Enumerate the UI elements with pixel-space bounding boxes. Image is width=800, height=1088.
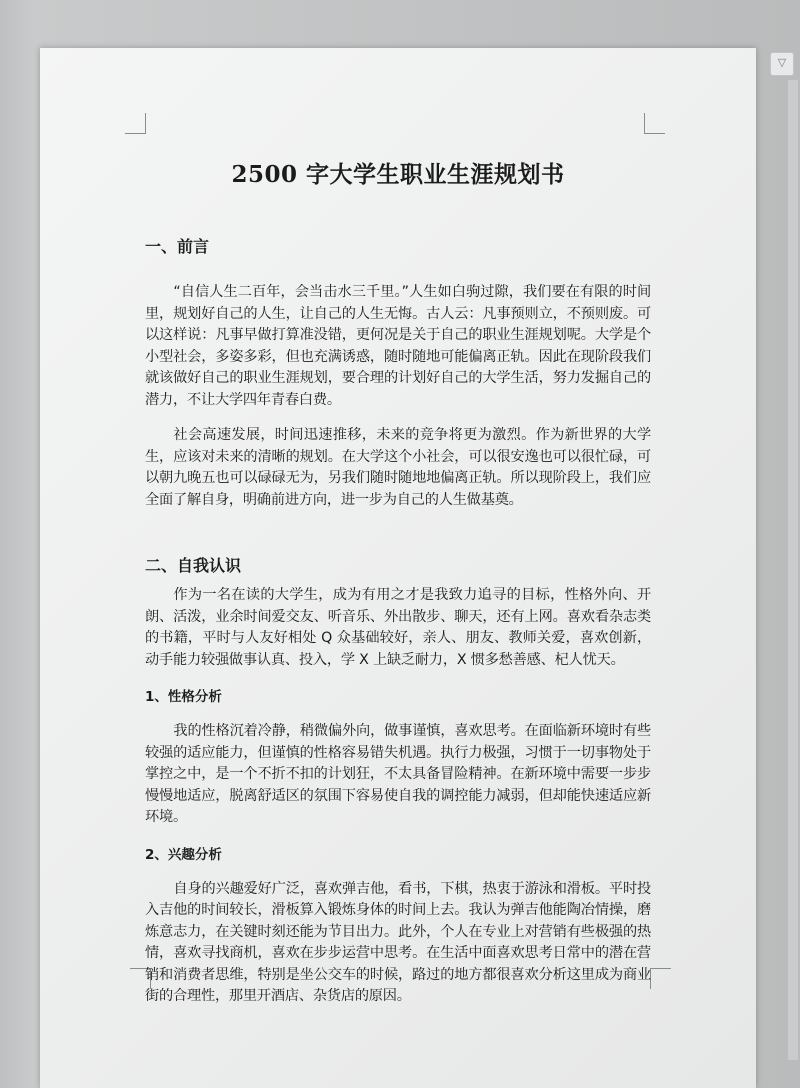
subsection-heading-personality: 1、性格分析 xyxy=(145,689,222,705)
section-heading-self-knowledge: 二、自我认识 xyxy=(145,556,242,575)
paragraph: 我的性格沉着冷静，稍微偏外向，做事谨慎，喜欢思考。在面临新环境时有些较强的适应能力，但谨慎的性格容易错失机遇。执行力极强，习惯于一切事物处于掌控之中，是一个不折不扣的计划狂，不太具备冒险精神。在新环境中需要一步步慢慢地适应，脱离舒适区的氛围下容易使自我的调控能力减弱，但却能快速适应新环境。 xyxy=(145,723,651,825)
scrollbar-track[interactable] xyxy=(788,80,798,1060)
paragraph: 作为一名在读的大学生，成为有用之才是我致力追寻的目标，性格外向、开朗、活泼，业余时间爱交友、听音乐、外出散步、聊天，还有上网。喜欢看杂志类的书籍，平时与人友好相处 Q 众基础较好，亲人、朋友、教师关爱，喜欢创新，动手能力较强做事认真、投入，学 X 上缺乏耐力，X 惯多愁善感、杞人忧天。 xyxy=(145,587,651,668)
document-title: 2500 字大学生职业生涯规划书 xyxy=(231,161,565,188)
crop-mark-top-right xyxy=(644,113,665,134)
crop-mark-top-left xyxy=(125,113,146,134)
subsection-heading-interests: 2、兴趣分析 xyxy=(145,846,222,863)
document-page xyxy=(40,48,756,1088)
scroll-down-button[interactable] xyxy=(770,52,794,76)
chevron-down-icon: ▽ xyxy=(777,56,787,69)
document-body xyxy=(145,158,651,1008)
section-heading-preface: 一、前言 xyxy=(145,237,210,256)
paragraph: 社会高速发展，时间迅速推移，未来的竞争将更为激烈。作为新世界的大学生，应该对未来的清晰的规划。在大学这个小社会，可以很安逸也可以很忙碌，可以朝九晚五也可以碌碌无为，另我们随时随地地偏离正轨。所以现阶段上，我们应全面了解自身，明确前进方向，进一步为自己的人生做基奠。 xyxy=(145,427,651,508)
paragraph: 自身的兴趣爱好广泛，喜欢弹吉他，看书，下棋，热衷于游泳和滑板。平时投入吉他的时间较长，滑板算入锻炼身体的时间上去。我认为弹吉他能陶冶情操，磨炼意志力，在关键时刻还能为节目出力。此外，个人在专业上对营销有些极强的热情，喜欢寻找商机，喜欢在步步运营中思考。在生活中面喜欢思考日常中的潜在营销和消费者思维，特别是坐公交车的时候，路过的地方都很喜欢分析这里成为商业街的合理性，那里开酒店、杂货店的原因。 xyxy=(145,880,651,1004)
paragraph: “自信人生二百年，会当击水三千里。”人生如白驹过隙，我们要在有限的时间里，规划好自己的人生，让自己的人生无悔。古人云：凡事预则立，不预则废。可以这样说：凡事早做打算准没错，更何况是关于自己的职业生涯规划呢。大学是个小型社会，多姿多彩，但也充满诱惑，随时随地可能偏离正轨。因此在现阶段我们就该做好自己的职业生涯规划，要合理的计划好自己的大学生活，努力发掘自己的潜力，不让大学四年青春白费。 xyxy=(145,284,651,408)
crop-mark-bottom-right xyxy=(650,968,671,989)
